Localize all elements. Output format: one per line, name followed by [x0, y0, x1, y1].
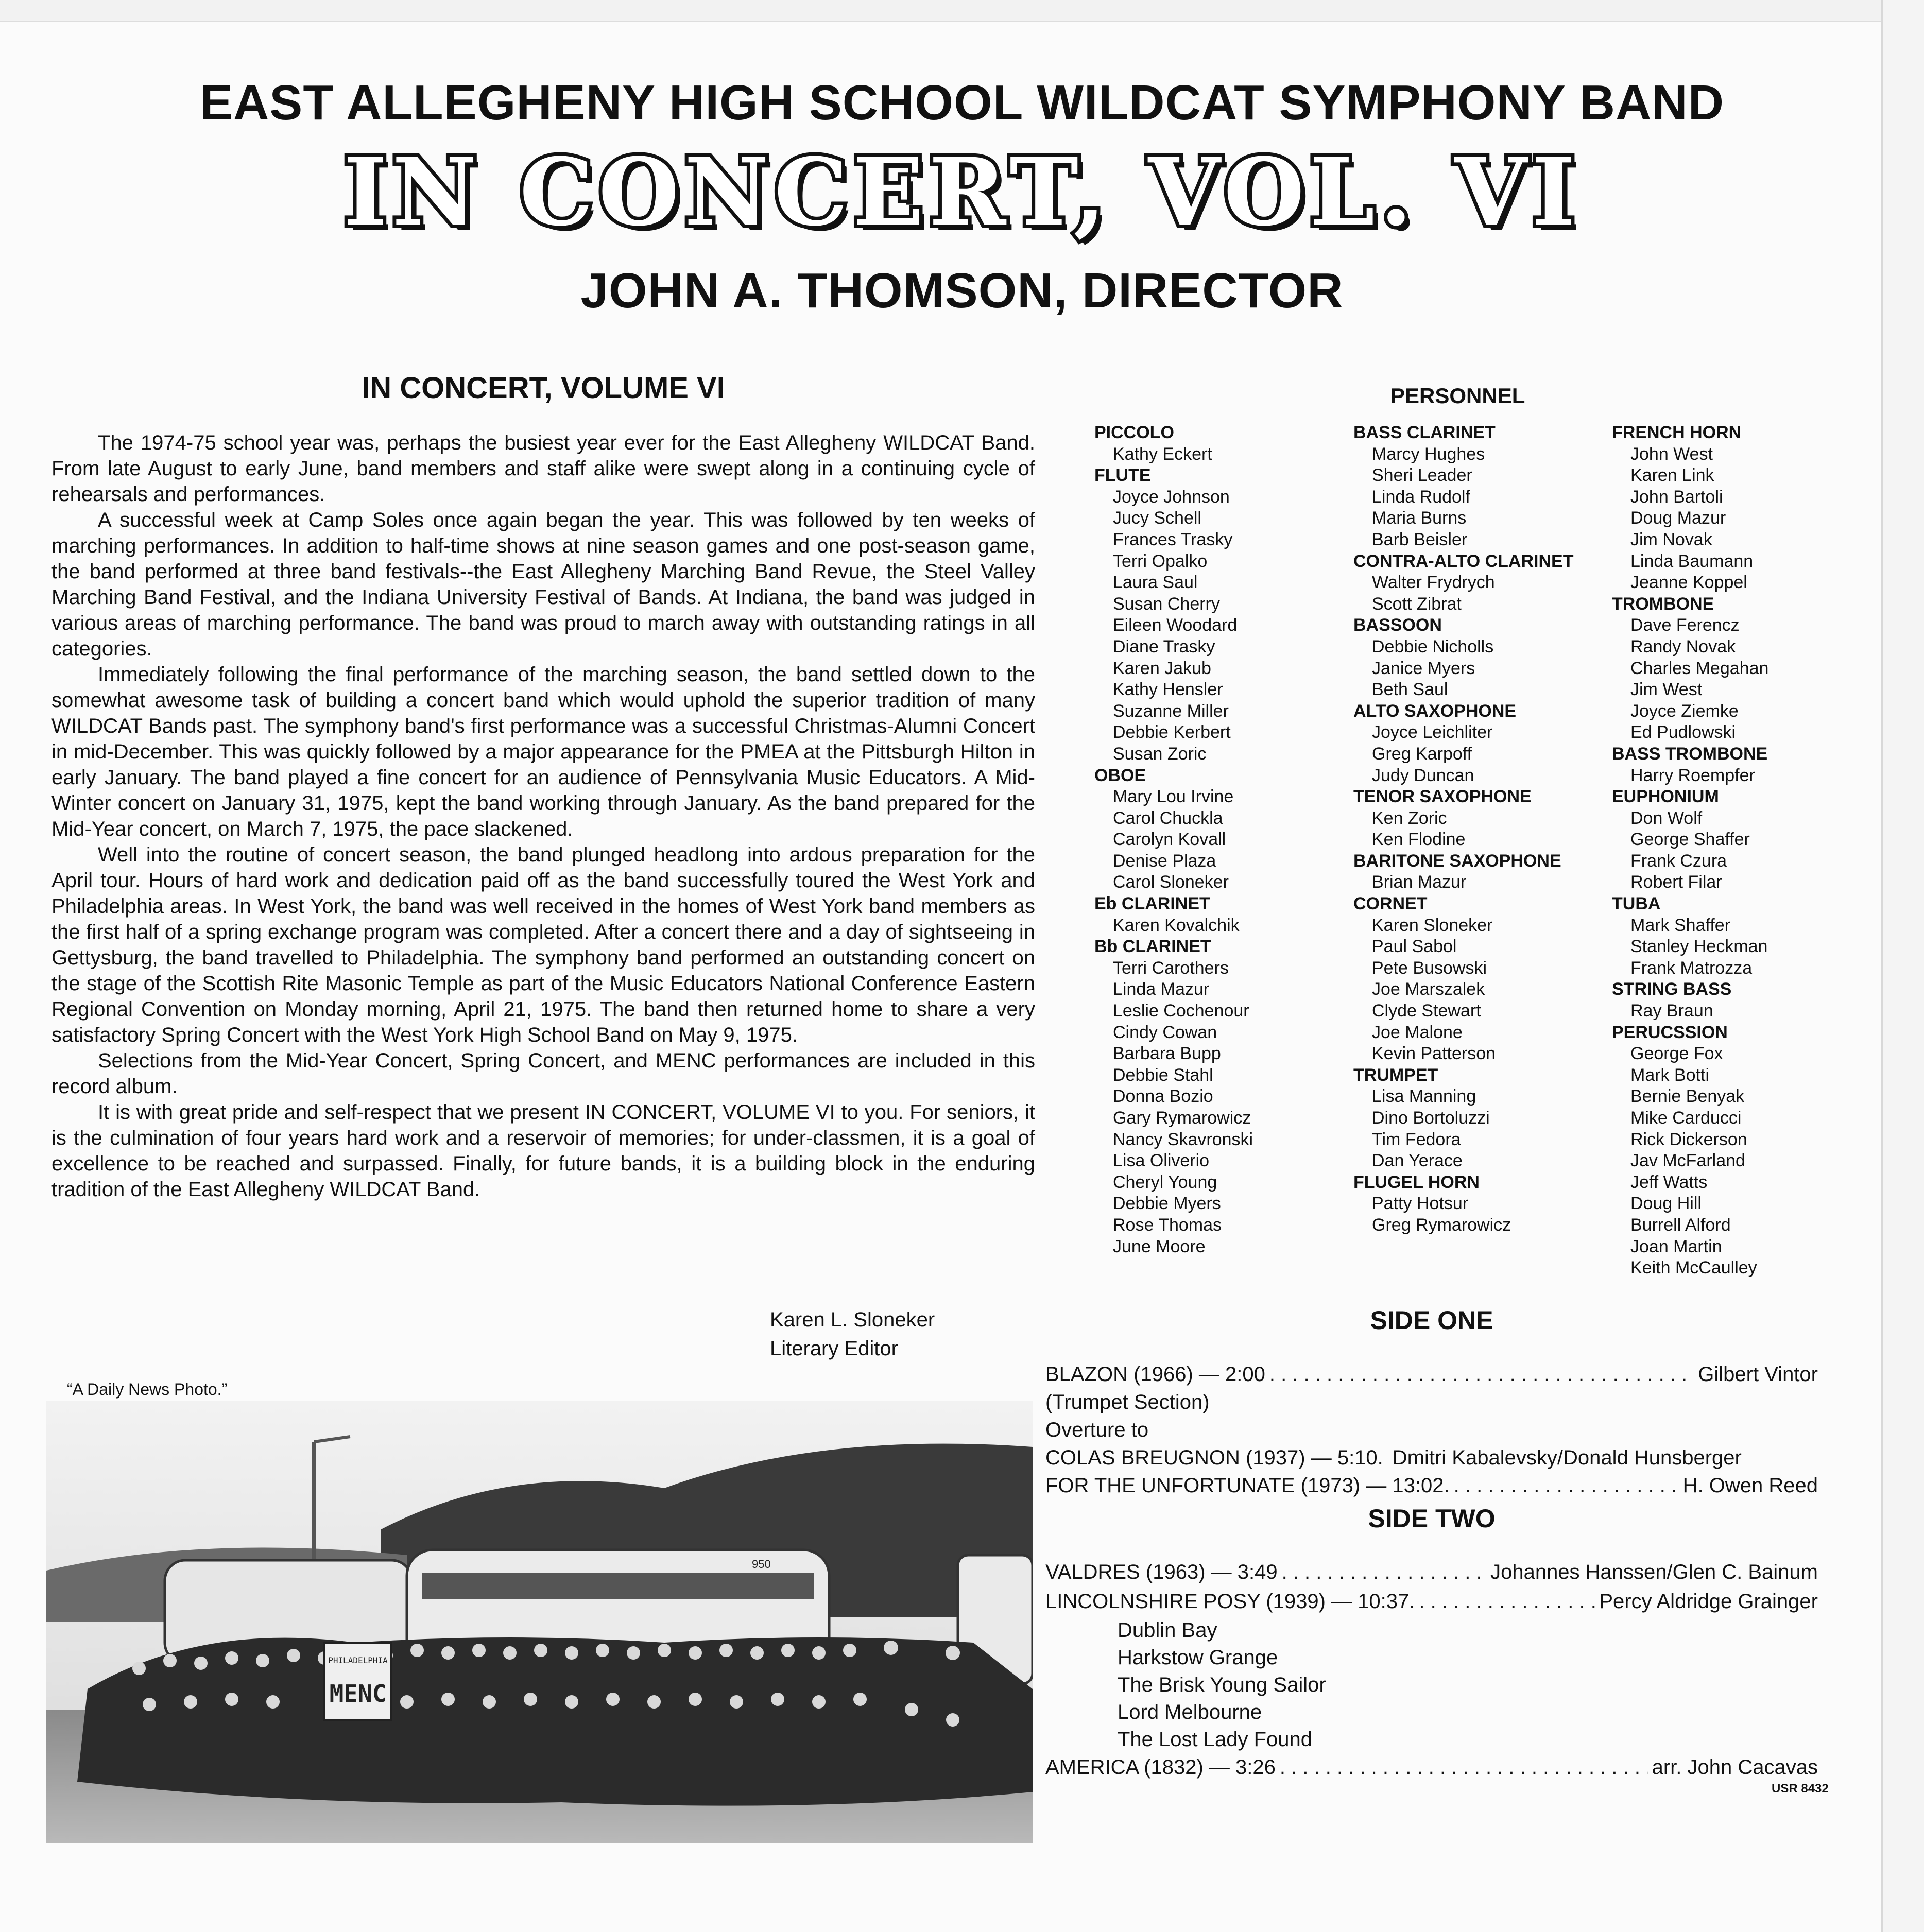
member-name: Brian Mazur	[1372, 872, 1467, 892]
member-name: Suzanne Miller	[1113, 701, 1229, 721]
track-prefix: Overture to	[1045, 1419, 1149, 1441]
member-name: Frank Matrozza	[1630, 958, 1753, 978]
member-name: Maria Burns	[1372, 508, 1467, 528]
member-name: Joyce Johnson	[1113, 487, 1230, 507]
side-one-title: SIDE ONE	[1370, 1306, 1493, 1335]
member-name: Debbie Nicholls	[1372, 636, 1494, 657]
member-name: George Fox	[1630, 1044, 1723, 1064]
member-name: Joyce Leichliter	[1372, 722, 1493, 743]
photo-band-crowd	[77, 1637, 1033, 1806]
track-composer: Gilbert Vintor	[1698, 1363, 1818, 1386]
member-name: Paul Sabol	[1372, 937, 1457, 957]
side-two-title: SIDE TWO	[1368, 1504, 1496, 1533]
track-composer: arr. John Cacavas	[1652, 1756, 1818, 1779]
member-name: Debbie Myers	[1113, 1194, 1221, 1214]
track-note: (Trumpet Section)	[1045, 1391, 1210, 1413]
member-name: Cheryl Young	[1113, 1172, 1217, 1192]
member-name: Frank Czura	[1630, 851, 1727, 871]
member-name: Cindy Cowan	[1113, 1022, 1217, 1042]
track-for-the-unfortunate	[1045, 1472, 1818, 1499]
photo-bus-windows	[422, 1573, 814, 1599]
member-name: Frances Trasky	[1113, 529, 1233, 549]
member-name: Dave Ferencz	[1630, 615, 1740, 635]
member-name: Jim Novak	[1630, 529, 1712, 549]
member-name: Kathy Eckert	[1113, 444, 1212, 464]
liner-title: IN CONCERT, VOLUME VI	[362, 371, 725, 405]
member-name: Doug Hill	[1630, 1194, 1702, 1214]
member-name: Linda Baumann	[1630, 551, 1754, 571]
member-name: Bernie Benyak	[1630, 1086, 1745, 1107]
director-heading: JOHN A. THOMSON, DIRECTOR	[580, 263, 1344, 318]
track-title: FOR THE UNFORTUNATE (1973) — 13:02.	[1045, 1474, 1450, 1497]
member-name: Clyde Stewart	[1372, 1001, 1481, 1021]
member-name: Mary Lou Irvine	[1113, 787, 1234, 807]
movement-item: Dublin Bay	[1118, 1619, 1217, 1642]
section-heading: BASSOON	[1353, 615, 1442, 635]
member-name: Tim Fedora	[1372, 1129, 1461, 1149]
movement-item: Lord Melbourne	[1118, 1701, 1262, 1723]
track-composer: Johannes Hanssen/Glen C. Bainum	[1490, 1561, 1818, 1583]
track-composer: Dmitri Kabalevsky/Donald Hunsberger	[1392, 1446, 1742, 1469]
member-name: Greg Rymarowicz	[1372, 1215, 1511, 1235]
section-heading: CORNET	[1353, 894, 1428, 914]
section-heading: PERUCSSION	[1612, 1022, 1728, 1042]
author-role: Literary Editor	[770, 1337, 898, 1360]
member-name: Laura Saul	[1113, 573, 1198, 593]
page-top-edge	[0, 0, 1924, 22]
member-name: Dino Bortoluzzi	[1372, 1108, 1490, 1128]
liner-paragraph: The 1974-75 school year was, perhaps the busiest year ever for the East Allegheny WILDCAT Band. From late August to early June, band members and staff alike were swept along in a continuing cycle of rehearsals and performances.	[51, 432, 1035, 506]
member-name: Joan Martin	[1630, 1236, 1722, 1256]
member-name: Carol Chuckla	[1113, 808, 1223, 828]
member-name: Linda Rudolf	[1372, 487, 1470, 507]
track-valdres	[1045, 1558, 1818, 1586]
section-heading: BASS TROMBONE	[1612, 744, 1768, 764]
album-title: IN CONCERT, VOL. VI	[343, 138, 1581, 247]
member-name: Ken Flodine	[1372, 830, 1466, 850]
liner-notes	[51, 371, 1035, 1202]
section-heading: BASS CLARINET	[1353, 423, 1496, 442]
member-name: Joyce Ziemke	[1630, 701, 1739, 721]
track-blazon	[1045, 1360, 1818, 1388]
member-name: Leslie Cochenour	[1113, 1001, 1249, 1021]
member-name: Jucy Schell	[1113, 508, 1201, 528]
author-name: Karen L. Sloneker	[770, 1308, 935, 1331]
member-name: Nancy Skavronski	[1113, 1129, 1253, 1149]
member-name: Karen Sloneker	[1372, 915, 1493, 935]
member-name: Judy Duncan	[1372, 765, 1474, 785]
member-name: George Shaffer	[1630, 830, 1750, 850]
liner-paragraph: A successful week at Camp Soles once again began the year. This was followed by ten weeks of marching performances. In addition to half-time shows at nine season games and one post-season game, the band performed at three band festivals--the East Allegheny Marching Band Revue, the Steel Valley Marching Band Festival, and the Indiana University Festival of Bands. At Indiana, the band was judged in various areas of marching performance. The band was proud to march away with outstanding ratings in all categories.	[51, 509, 1035, 660]
member-name: June Moore	[1113, 1236, 1206, 1256]
personnel-column-3	[1612, 422, 1768, 1279]
member-name: Barbara Bupp	[1113, 1044, 1221, 1064]
member-name: Ken Zoric	[1372, 808, 1447, 828]
member-name: Janice Myers	[1372, 658, 1475, 678]
track-title: VALDRES (1963) — 3:49	[1045, 1561, 1278, 1583]
section-heading: FLUTE	[1094, 465, 1151, 486]
member-name: Harry Roempfer	[1630, 765, 1755, 785]
leader-dots	[1454, 1472, 1679, 1499]
leader-dots	[1280, 1753, 1648, 1781]
member-name: Joe Malone	[1372, 1022, 1463, 1042]
member-name: Donna Bozio	[1113, 1086, 1213, 1107]
member-name: Karen Kovalchik	[1113, 915, 1240, 935]
section-heading: TRUMPET	[1353, 1065, 1438, 1085]
member-name: Beth Saul	[1372, 680, 1448, 700]
member-name: Debbie Stahl	[1113, 1065, 1213, 1085]
member-name: Stanley Heckman	[1630, 937, 1768, 957]
member-name: Karen Link	[1630, 465, 1714, 486]
member-name: Barb Beisler	[1372, 529, 1468, 549]
personnel-column-2	[1353, 422, 1573, 1236]
member-name: Susan Zoric	[1113, 744, 1207, 764]
section-heading: Bb CLARINET	[1094, 937, 1211, 957]
member-name: Don Wolf	[1630, 808, 1703, 828]
track-title: BLAZON (1966) — 2:00	[1045, 1363, 1265, 1386]
member-name: Ed Pudlowski	[1630, 722, 1736, 743]
member-name: Pete Busowski	[1372, 958, 1487, 978]
member-name: Sheri Leader	[1372, 465, 1472, 486]
section-heading: TENOR SAXOPHONE	[1353, 787, 1532, 807]
leader-dots	[1419, 1588, 1595, 1615]
member-name: Eileen Woodard	[1113, 615, 1238, 635]
section-heading: STRING BASS	[1612, 979, 1732, 999]
member-name: Lisa Oliverio	[1113, 1151, 1210, 1171]
member-name: John Bartoli	[1630, 487, 1723, 507]
member-name: Ray Braun	[1630, 1001, 1713, 1021]
member-name: Patty Hotsur	[1372, 1194, 1469, 1214]
leader-dots	[1282, 1558, 1486, 1586]
member-name: Susan Cherry	[1113, 594, 1220, 614]
section-heading: EUPHONIUM	[1612, 787, 1719, 807]
liner-paragraph: Immediately following the final performance of the marching season, the band settled down to the somewhat awesome task of building a concert band which would uphold the superior tradition of many WILDCAT Bands past. The symphony band's first performance was a successful Christmas-Alumni Concert in mid-December. This was quickly followed by a major appearance for the PMEA at the Pittsburgh Hilton in early January. The band played a fine concert for an audience of Pennsylvania Music Educators. A Mid-Winter concert on January 31, 1975, kept the band working through January. As the band prepared for the Mid-Year concert, on March 7, 1975, the pace slackened.	[51, 663, 1035, 840]
member-name: Debbie Kerbert	[1113, 722, 1231, 743]
track-lincolnshire-posy	[1045, 1588, 1818, 1615]
section-heading: PICCOLO	[1094, 423, 1174, 442]
member-name: Diane Trasky	[1113, 636, 1215, 657]
liner-paragraph: Selections from the Mid-Year Concert, Spring Concert, and MENC performances are included in this record album.	[51, 1049, 1035, 1098]
member-name: Carolyn Kovall	[1113, 830, 1226, 850]
leader-dots	[1269, 1360, 1694, 1388]
section-heading: TUBA	[1612, 894, 1661, 914]
member-name: Rose Thomas	[1113, 1215, 1222, 1235]
track-title: COLAS BREUGNON (1937) — 5:10.	[1045, 1446, 1383, 1469]
member-name: Gary Rymarowicz	[1113, 1108, 1251, 1128]
member-name: Joe Marszalek	[1372, 979, 1485, 999]
personnel-title: PERSONNEL	[1390, 384, 1525, 408]
member-name: Burrell Alford	[1630, 1215, 1731, 1235]
liner-paragraph: It is with great pride and self-respect that we present IN CONCERT, VOLUME VI to you. For seniors, it is the culmination of four years hard work and a reservoir of memories; for under-classmen, it is a goal of excellence to be reached and surpassed. Finally, for future bands, it is a building block in the enduring tradition of the East Allegheny WILDCAT Band.	[51, 1101, 1035, 1201]
band-photo	[46, 1401, 1033, 1843]
member-name: Jeanne Koppel	[1630, 573, 1747, 593]
track-composer: Percy Aldridge Grainger	[1599, 1590, 1818, 1613]
member-name: Denise Plaza	[1113, 851, 1216, 871]
section-heading: OBOE	[1094, 765, 1146, 785]
movement-item: Harkstow Grange	[1118, 1646, 1278, 1669]
member-name: Walter Frydrych	[1372, 573, 1495, 593]
posy-movements	[1118, 1617, 1326, 1753]
track-title: LINCOLNSHIRE POSY (1939) — 10:37.	[1045, 1590, 1415, 1613]
member-name: Jim West	[1630, 680, 1703, 700]
member-name: Scott Zibrat	[1372, 594, 1462, 614]
track-title: AMERICA (1832) — 3:26	[1045, 1756, 1276, 1779]
track-america	[1045, 1753, 1818, 1781]
member-name: John West	[1630, 444, 1713, 464]
member-name: Rick Dickerson	[1630, 1129, 1747, 1149]
personnel-column-1	[1094, 422, 1253, 1257]
member-name: Mark Shaffer	[1630, 915, 1731, 935]
section-heading: TROMBONE	[1612, 594, 1714, 614]
member-name: Marcy Hughes	[1372, 444, 1485, 464]
member-name: Randy Novak	[1630, 636, 1736, 657]
member-name: Terri Carothers	[1113, 958, 1229, 978]
member-name: Mark Botti	[1630, 1065, 1710, 1085]
school-heading: EAST ALLEGHENY HIGH SCHOOL WILDCAT SYMPHONY BAND	[199, 75, 1725, 130]
track-colas-breugnon	[1045, 1444, 1818, 1472]
member-name: Kevin Patterson	[1372, 1044, 1496, 1064]
catalog-number: USR 8432	[1772, 1782, 1829, 1796]
member-name: Mike Carducci	[1630, 1108, 1742, 1128]
section-heading: Eb CLARINET	[1094, 894, 1210, 914]
section-heading: FRENCH HORN	[1612, 423, 1742, 442]
member-name: Greg Karpoff	[1372, 744, 1472, 764]
member-name: Charles Megahan	[1630, 658, 1769, 678]
section-heading: BARITONE SAXOPHONE	[1353, 851, 1561, 871]
member-name: Robert Filar	[1630, 872, 1722, 892]
photo-sign-line1: PHILADELPHIA	[328, 1655, 388, 1665]
member-name: Keith McCaulley	[1630, 1258, 1757, 1278]
track-composer: H. Owen Reed	[1682, 1474, 1818, 1497]
section-heading: CONTRA-ALTO CLARINET	[1353, 551, 1574, 571]
member-name: Jeff Watts	[1630, 1172, 1708, 1192]
section-heading: ALTO SAXOPHONE	[1353, 701, 1517, 721]
photo-sign-line2: MENC	[329, 1680, 387, 1707]
member-name: Lisa Manning	[1372, 1086, 1476, 1107]
member-name: Linda Mazur	[1113, 979, 1210, 999]
photo-bus-number: 950	[752, 1558, 771, 1571]
signature	[770, 1305, 935, 1363]
member-name: Karen Jakub	[1113, 658, 1211, 678]
movement-item: The Brisk Young Sailor	[1118, 1674, 1326, 1696]
member-name: Carol Sloneker	[1113, 872, 1229, 892]
member-name: Dan Yerace	[1372, 1151, 1463, 1171]
liner-paragraph: Well into the routine of concert season, the band plunged headlong into ardous preparation for the April tour. Hours of hard work and dedication paid off as the band successfully toured the West York and Philadelphia areas. In West York, the band was well received in the homes of West York band members as the first half of a spring exchange program was completed. After a concert there and a day of sightseeing in Gettysburg, the band travelled to Philadelphia. The symphony band performed an outstanding concert on the stage of the Scottish Rite Masonic Temple as part of the Music Educators National Conference Eastern Regional Convention on Monday morning, April 21, 1975. The band then returned home to share a very satisfactory Spring Concert with the West York High School Band on May 9, 1975.	[51, 843, 1035, 1046]
member-name: Terri Opalko	[1113, 551, 1208, 571]
member-name: Doug Mazur	[1630, 508, 1726, 528]
photo-caption: “A Daily News Photo.”	[67, 1380, 228, 1399]
section-heading: FLUGEL HORN	[1353, 1172, 1480, 1192]
member-name: Kathy Hensler	[1113, 680, 1223, 700]
member-name: Jav McFarland	[1630, 1151, 1745, 1171]
movement-item: The Lost Lady Found	[1118, 1728, 1313, 1751]
